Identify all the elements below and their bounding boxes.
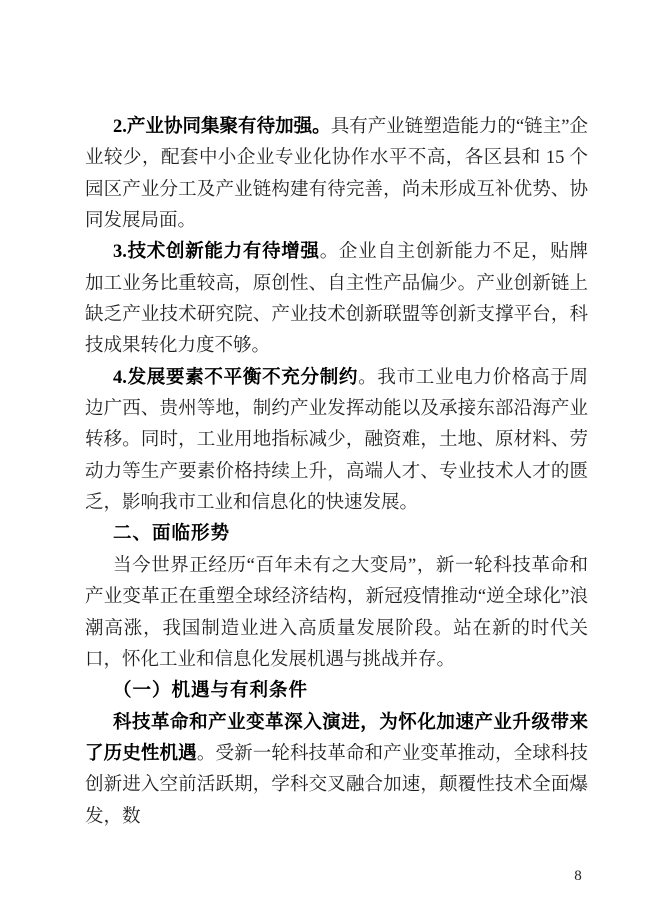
- paragraph-development-factors: [85, 363, 588, 520]
- heading-text: （一）机遇与有利条件: [113, 681, 309, 702]
- heading-text: 二、面临形势: [113, 524, 231, 545]
- paragraph-lead-bold: 2.产业协同集聚有待加强。: [113, 117, 331, 137]
- paragraph-lead-bold: 3.技术创新能力有待增强: [113, 242, 320, 263]
- paragraph-text: 。企业自主创新能力不足，贴牌加工业务比重较高，原创性、自主性产品偏少。产业创新链上缺乏产业技术研究院、产业技术创新联盟等创新支撑平台，科技成果转化力度不够。: [85, 242, 588, 357]
- subsection-heading-opportunities: [85, 676, 588, 707]
- page-number: 8: [574, 868, 582, 884]
- paragraph-text: 。受新一轮科技革命和产业变革推动，全球科技创新进入空前活跃期，学科交叉融合加速，颠覆性技术全面爆发，数: [85, 743, 588, 827]
- paragraph-lead-bold: 科技革命和产业变革深入演进，为怀化加速产业升级带来了历史性机遇: [85, 712, 588, 764]
- section-heading-situation: [85, 519, 588, 550]
- paragraph-text: 当今世界正经历“百年未有之大变局”，新一轮科技革命和产业变革正在重塑全球经济结构，新冠疫情推动“逆全球化”浪潮高涨，我国制造业进入高质量发展阶段。站在新的时代关口，怀化工业和信息化发展机遇与挑战并存。: [85, 555, 588, 670]
- paragraph-global-situation: [85, 551, 588, 676]
- document-body: [85, 112, 588, 833]
- paragraph-text: 具有产业链塑造能力的“链主”企业较少，配套中小企业专业化协作水平不高，各区县和 15 个园区产业分工及产业链构建有待完善，尚未形成互补优势、协同发展局面。: [85, 117, 588, 232]
- paragraph-lead-bold: 4.发展要素不平衡不充分制约: [113, 367, 359, 388]
- paragraph-tech-innovation: [85, 237, 588, 362]
- paragraph-tech-revolution-opportunity: [85, 708, 588, 833]
- paragraph-text: 。我市工业电力价格高于周边广西、贵州等地，制约产业发挥动能以及承接东部沿海产业转移。同时，工业用地指标减少，融资难，土地、原材料、劳动力等生产要素价格持续上升，高端人才、专业技术人才的匮乏，影响我市工业和信息化的快速发展。: [85, 367, 588, 514]
- paragraph-industry-synergy: [85, 112, 588, 237]
